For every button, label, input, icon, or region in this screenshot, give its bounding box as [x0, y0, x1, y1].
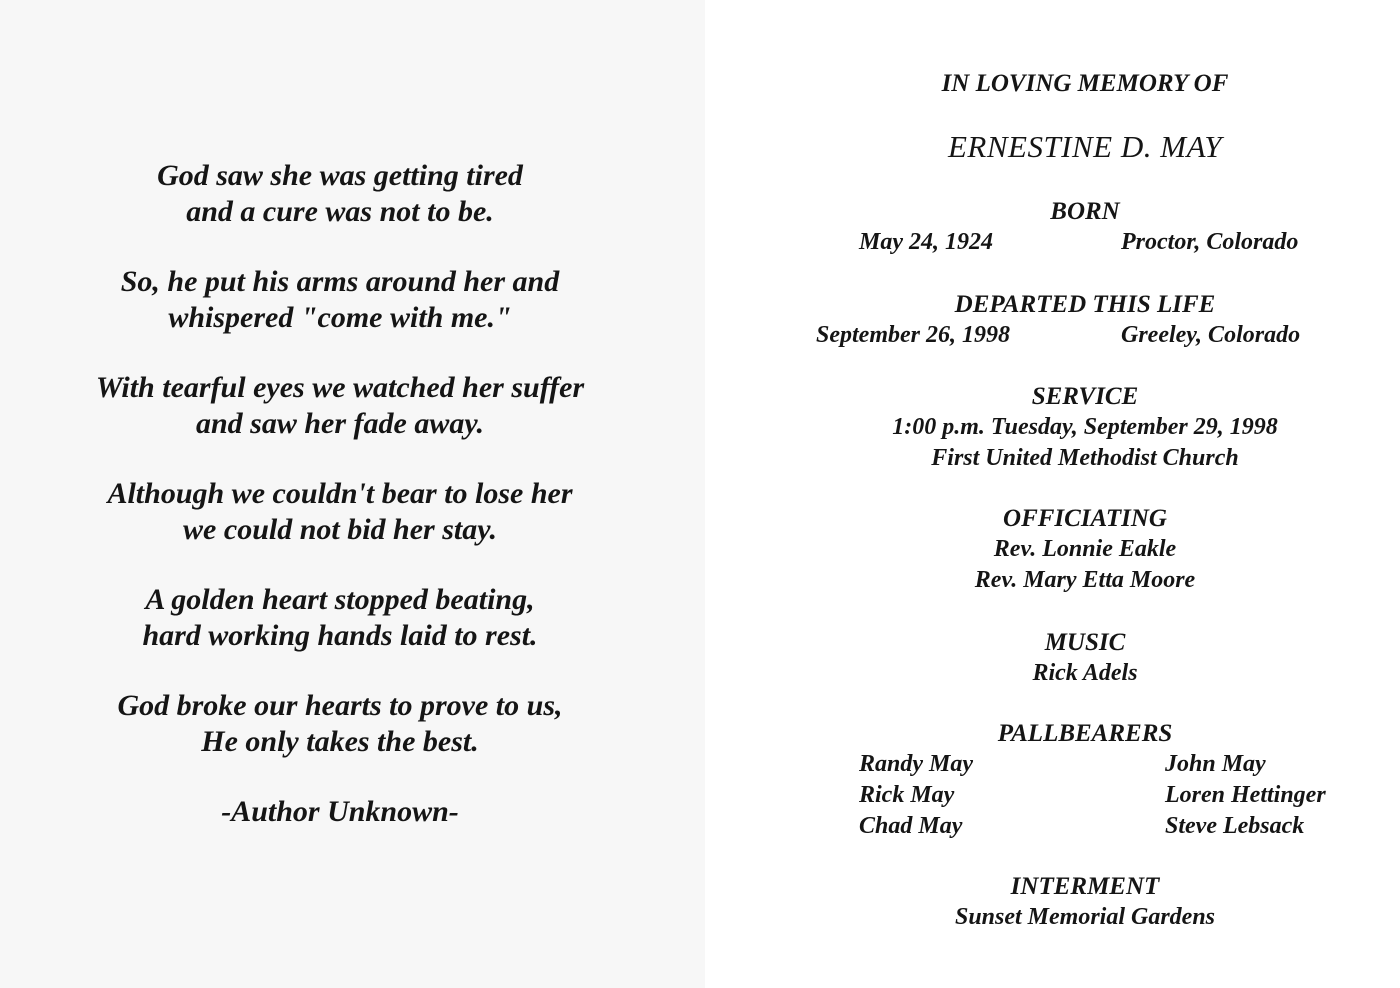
poem-line: hard working hands laid to rest. [142, 619, 538, 652]
music-label: MUSIC [1044, 629, 1126, 656]
poem-line: whispered "come with me." [168, 301, 512, 334]
departed-label: DEPARTED THIS LIFE [954, 291, 1216, 318]
poem [0, 158, 680, 830]
born-label: BORN [1050, 198, 1120, 225]
poem-line: God broke our hearts to prove to us, [117, 689, 563, 722]
poem-line: we could not bid her stay. [183, 513, 497, 546]
right-page [705, 0, 1400, 988]
poem-line: and a cure was not to be. [186, 195, 494, 228]
poem-line: With tearful eyes we watched her suffer [95, 371, 585, 404]
officiant-name: Rev. Lonnie Eakle [993, 536, 1177, 562]
interment-label: INTERMENT [1010, 873, 1160, 900]
poem-stanza-2 [0, 264, 680, 336]
deceased-name: ERNESTINE D. MAY [947, 129, 1223, 164]
poem-line: Although we couldn't bear to lose her [107, 477, 573, 510]
born-place: Proctor, Colorado [1121, 229, 1299, 255]
poem-line: God saw she was getting tired [157, 159, 523, 192]
poem-stanza-6 [0, 688, 680, 760]
memorial-heading: IN LOVING MEMORY OF [941, 70, 1229, 97]
poem-line: So, he put his arms around her and [120, 265, 560, 298]
musician-name: Rick Adels [1032, 660, 1138, 686]
pallbearer-name: Chad May [859, 813, 963, 839]
poem-stanza-3 [0, 370, 680, 442]
poem-line: and saw her fade away. [195, 407, 485, 440]
pallbearer-name: Steve Lebsack [1165, 813, 1305, 839]
poem-stanza-1 [0, 158, 680, 230]
poem-line: A golden heart stopped beating, [145, 583, 535, 616]
pallbearer-name: Randy May [859, 751, 973, 777]
poem-author: -Author Unknown- [221, 795, 459, 828]
pallbearer-name: John May [1165, 751, 1266, 777]
born-date: May 24, 1924 [859, 229, 993, 255]
service-label: SERVICE [1031, 383, 1139, 410]
officiant-name: Rev. Mary Etta Moore [974, 567, 1196, 593]
interment-place: Sunset Memorial Gardens [954, 904, 1216, 930]
pallbearer-name: Rick May [859, 782, 955, 808]
service-location: First United Methodist Church [931, 445, 1239, 471]
departed-place: Greeley, Colorado [1121, 322, 1301, 348]
officiating-label: OFFICIATING [1003, 505, 1167, 532]
departed-date: September 26, 1998 [816, 322, 1010, 348]
pallbearers-label: PALLBEARERS [997, 720, 1173, 747]
poem-line: He only takes the best. [201, 725, 479, 758]
poem-stanza-4 [0, 476, 680, 548]
poem-stanza-5 [0, 582, 680, 654]
service-time: 1:00 p.m. Tuesday, September 29, 1998 [892, 414, 1278, 440]
pallbearer-name: Loren Hettinger [1165, 782, 1326, 808]
